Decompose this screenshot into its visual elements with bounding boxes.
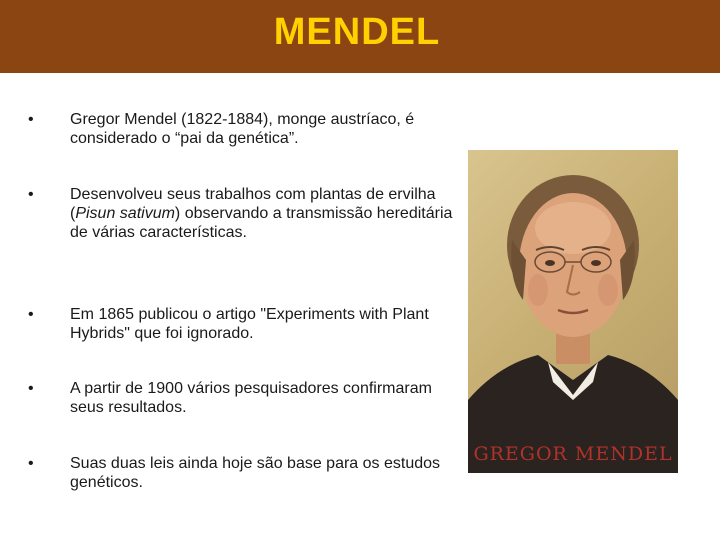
bullet-item-1 <box>28 110 468 148</box>
bullet-item-2 <box>28 185 468 242</box>
scientific-name: Pisun sativum <box>75 205 175 222</box>
bullet-text: Em 1865 publicou o artigo "Experiments with Plant Hybrids" que foi ignorado. <box>70 306 429 342</box>
portrait-caption: GREGOR MENDEL <box>473 443 673 465</box>
bullet-text: Gregor Mendel (1822-1884), monge austríaco, é considerado o “pai da genética”. <box>70 111 415 147</box>
bullet-text: Desenvolveu seus trabalhos com plantas de ervilha (Pisun sativum) observando a transmissão hereditária de várias características. <box>70 186 453 241</box>
bullet-dot: • <box>28 186 34 203</box>
title-bar <box>0 0 720 73</box>
bullet-dot: • <box>28 306 34 323</box>
portrait-illustration <box>468 150 678 473</box>
bullet-item-4 <box>28 379 468 417</box>
bullet-text: A partir de 1900 vários pesquisadores confirmaram seus resultados. <box>70 380 432 416</box>
mendel-portrait <box>468 150 678 473</box>
bullet-dot: • <box>28 380 34 397</box>
bullet-dot: • <box>28 455 34 472</box>
bullet-text: Suas duas leis ainda hoje são base para os estudos genéticos. <box>70 455 441 491</box>
bullet-item-5 <box>28 454 468 492</box>
bullet-item-3 <box>28 305 468 343</box>
slide-title: MENDEL <box>273 11 441 53</box>
bullet-dot: • <box>28 111 34 128</box>
